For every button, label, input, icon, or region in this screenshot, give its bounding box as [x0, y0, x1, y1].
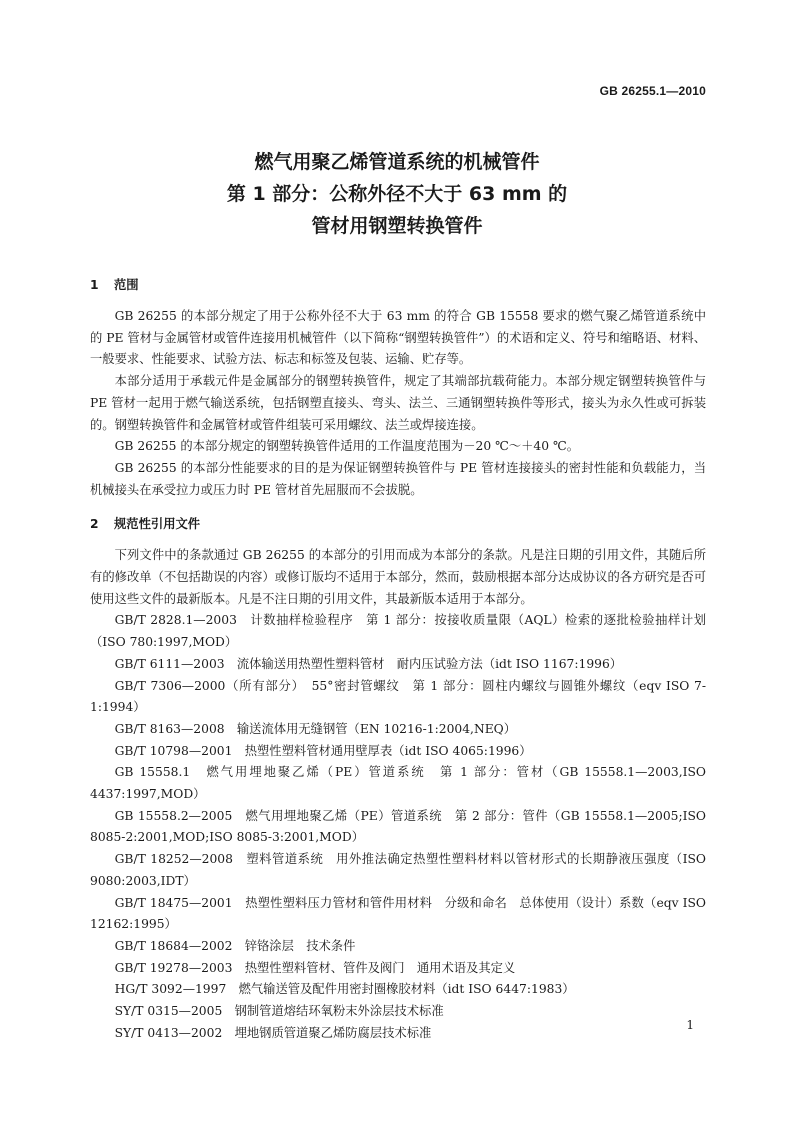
section-2-title: 规范性引用文件 — [114, 517, 201, 532]
title-line-3: 管材用钢塑转换管件 — [311, 215, 483, 237]
title-line-2: 第 1 部分：公称外径不大于 63 mm 的 — [226, 183, 568, 205]
reference-item: GB/T 8163—2008 输送流体用无缝钢管（EN 10216-1:2004,NEQ） — [114, 721, 517, 736]
section-1-heading — [90, 274, 706, 296]
title-line-1: 燃气用聚乙烯管道系统的机械管件 — [254, 151, 540, 173]
section-2-heading — [90, 513, 706, 535]
scope-paragraph: 本部分适用于承载元件是金属部分的钢塑转换管件，规定了其端部抗载荷能力。本部分规定钢塑转换管件与 PE 管材一起用于燃气输送系统，包括钢塑直接头、弯头、法兰、三通钢塑转换件等形式，接头为永久性或可拆装的。钢塑转换管件和金属管材或管件组装可采用螺纹、法兰或焊接连接。 — [90, 374, 706, 432]
reference-item: GB 15558.1 燃气用埋地聚乙烯（PE）管道系统 第 1 部分：管材（GB 15558.1—2003,ISO 4437:1997,MOD） — [90, 765, 706, 802]
references-intro: 下列文件中的条款通过 GB 26255 的本部分的引用而成为本部分的条款。凡是注日期的引用文件，其随后所有的修改单（不包括勘误的内容）或修订版均不适用于本部分，然而，鼓励根据本部分达成协议的各方研究是否可使用这些文件的最新版本。凡是不注日期的引用文件，其最新版本适用于本部分。 — [90, 548, 706, 606]
reference-item: GB/T 6111—2003 流体输送用热塑性塑料管材 耐内压试验方法（idt ISO 1167:1996） — [114, 656, 623, 671]
reference-item: GB 15558.2—2005 燃气用埋地聚乙烯（PE）管道系统 第 2 部分：管件（GB 15558.1—2005;ISO 8085-2:2001,MOD;ISO 8085-3:2001,MOD） — [90, 808, 706, 845]
scope-paragraph: GB 26255 的本部分规定了用于公称外径不大于 63 mm 的符合 GB 15558 要求的燃气聚乙烯管道系统中的 PE 管材与金属管材或管件连接用机械管件（以下简称“钢塑转换管件”）的术语和定义、符号和缩略语、材料、一般要求、性能要求、试验方法、标志和标签及包装、运输、贮存等。 — [90, 309, 706, 367]
reference-item: SY/T 0315—2005 钢制管道熔结环氧粉末外涂层技术标准 — [114, 1004, 444, 1019]
reference-item: GB/T 18684—2002 锌铬涂层 技术条件 — [114, 938, 356, 953]
scope-paragraph: GB 26255 的本部分规定的钢塑转换管件适用的工作温度范围为－20 ℃～＋40 ℃。 — [114, 439, 580, 454]
reference-item: GB/T 7306—2000（所有部分） 55°密封管螺纹 第 1 部分：圆柱内螺纹与圆锥外螺纹（eqv ISO 7-1:1994） — [90, 678, 706, 715]
section-1-number: 1 — [90, 278, 99, 292]
document-body — [90, 274, 706, 1045]
reference-item: HG/T 3092—1997 燃气输送管及配件用密封圈橡胶材料（idt ISO 6447:1983） — [114, 982, 575, 997]
reference-item: SY/T 0413—2002 埋地钢质管道聚乙烯防腐层技术标准 — [114, 1025, 432, 1040]
scope-paragraph: GB 26255 的本部分性能要求的目的是为保证钢塑转换管件与 PE 管材连接接头的密封性能和负载能力，当机械接头在承受拉力或压力时 PE 管材首先屈服而不会拔脱。 — [90, 460, 706, 497]
reference-item: GB/T 18252—2008 塑料管道系统 用外推法确定热塑性塑料材料以管材形式的长期静液压强度（ISO 9080:2003,IDT） — [90, 852, 706, 888]
reference-item: GB/T 18475—2001 热塑性塑料压力管材和管件用材料 分级和命名 总体使用（设计）系数（eqv ISO 12162:1995） — [90, 895, 706, 932]
section-2-number: 2 — [90, 517, 99, 532]
standard-number: GB 26255.1—2010 — [599, 84, 706, 98]
reference-item: GB/T 10798—2001 热塑性塑料管材通用壁厚表（idt ISO 4065:1996） — [114, 743, 532, 758]
reference-item: GB/T 19278—2003 热塑性塑料管材、管件及阀门 通用术语及其定义 — [114, 960, 516, 975]
page-number: 1 — [686, 1018, 694, 1032]
section-1-title: 范围 — [114, 278, 139, 292]
reference-item: GB/T 2828.1—2003 计数抽样检验程序 第 1 部分：按接收质量限（AQL）检索的逐批检验抽样计划（ISO 780:1997,MOD） — [90, 613, 706, 650]
document-title — [0, 146, 794, 242]
